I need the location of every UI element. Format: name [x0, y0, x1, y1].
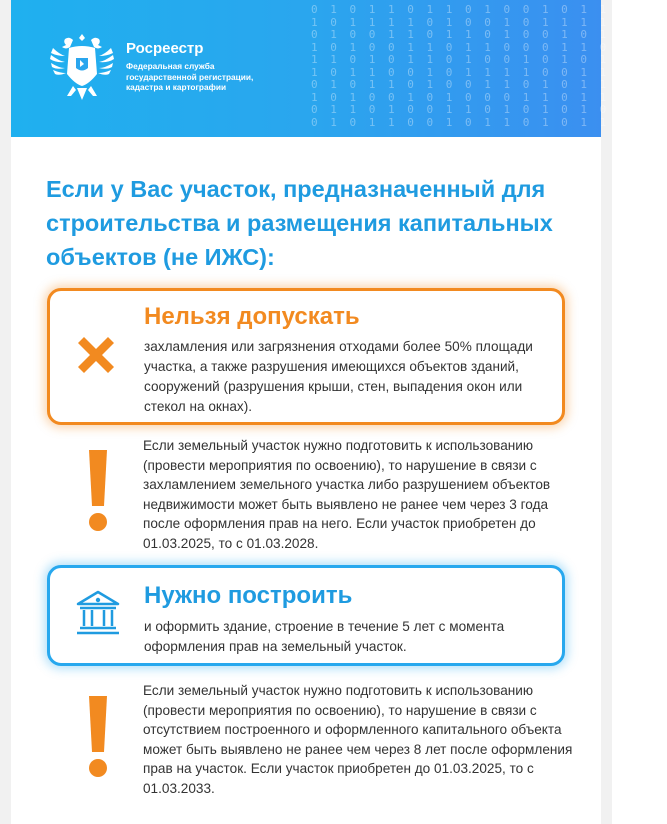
cross-icon [74, 333, 118, 377]
brand-name: Росреестр [126, 40, 204, 57]
brand-subtitle-line: государственной регистрации, [126, 71, 254, 82]
headline: Если у Вас участок, предназначенный для строительства и размещения капитальных объектов (не ИЖС): [46, 176, 553, 270]
prohibited-note: Если земельный участок нужно подготовить к использованию (провести мероприятия по освоению), то нарушение в связи с захламлением земельного участка либо разрушением объектов недвижимости может быть выявлено не ранее чем через 3 года после оформления прав на него. Если участок приобретен до 01.03.2025, то с 01.03.2028. [143, 438, 551, 551]
prohibited-title: Нельзя допускать [144, 303, 360, 330]
header-banner [11, 0, 667, 137]
required-box [47, 565, 565, 666]
brand-subtitle [126, 61, 253, 93]
required-text: и оформить здание, строение в течение 5 лет с момента оформления прав на земельный участок. [144, 619, 505, 654]
prohibited-box [47, 288, 565, 425]
prohibited-text: захламления или загрязнения отходами более 50% площади участка, а также разрушения имеющихся объектов зданий, сооружений (разрушения крыши, стен, выпадения окон или стекол на окнах). [144, 339, 533, 414]
infographic-card [11, 0, 667, 824]
required-title: Нужно построить [144, 582, 353, 609]
binary-pattern-decoration: 0 1 0 1 1 0 1 1 0 1 0 0 1 0 1 1 0 1 1 1 0 1 1 1 1 0 1 0 0 1 0 1 1 1 1 1 0 1 0 1 0 0 1 1 0 1 1 0 1 0 0 1 0 1 0 1 0 1 0 1 0 0 1 1 0 1 1 0 0 0 1 1 0 1 1 1 1 1 0 1 0 1 1 0 1 0 0 1 0 1 0 1 1 0 1 1 0 1 1 0 0 1 0 1 1 1 1 0 0 1 1 1 0 1 0 1 0 1 1 0 1 0 0 1 1 0 1 0 1 1 0 0 1 1 0 1 0 0 1 0 1 0 0 0 1 1 0 1 1 0 1 1 0 1 1 0 1 0 0 1 1 0 1 0 1 0 1 0 1 0 1 0 1 0 1 1 0 0 1 0 1 1 0 1 0 1 1 0 0 1 [311, 3, 667, 129]
brand-subtitle-line: Федеральная служба [126, 61, 215, 71]
required-note: Если земельный участок нужно подготовить к использованию (провести мероприятия по освоению), то нарушение в связи с отсутствием построенного и оформленного капитального объекта может быть выявлено не ранее чем через 8 лет после оформления прав на участок. Если участок приобретен до 01.03.2025, то с 01.03.2033. [143, 683, 573, 796]
brand-block [126, 40, 253, 93]
bank-building-icon [74, 588, 122, 636]
brand-subtitle-line: кадастра и картографии [126, 82, 227, 92]
exclamation-icon [83, 694, 113, 780]
exclamation-icon [83, 448, 113, 534]
double-headed-eagle-emblem-icon [47, 30, 117, 104]
